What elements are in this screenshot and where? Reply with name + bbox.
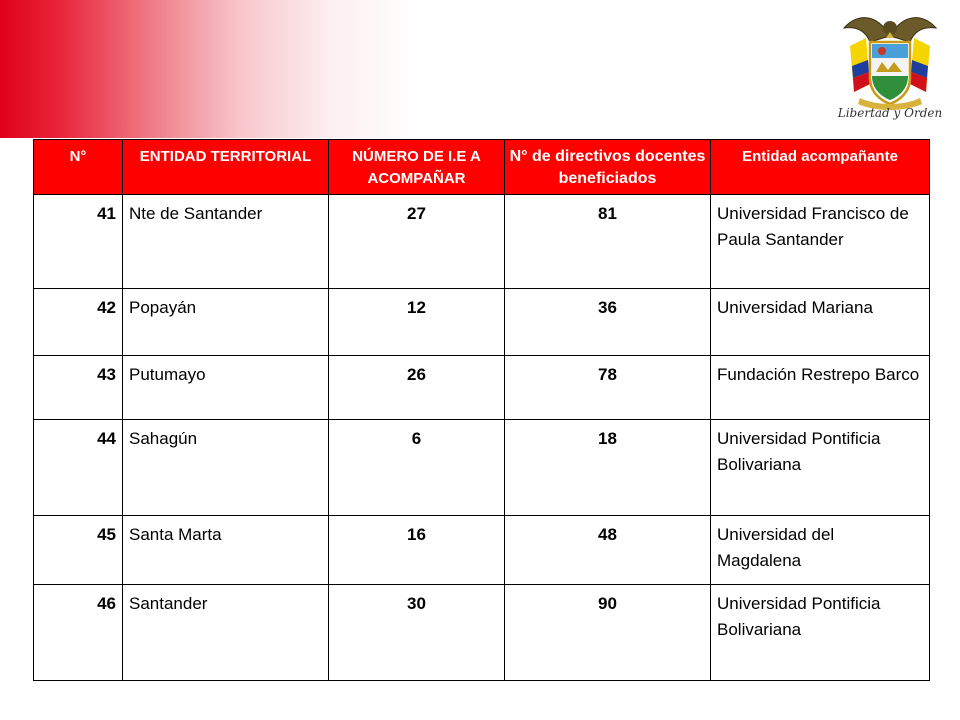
row-directivos: 81 xyxy=(505,195,711,289)
row-acompanante: Universidad Pontificia Bolivariana xyxy=(711,420,930,516)
row-directivos: 48 xyxy=(505,516,711,585)
header-directivos: N° de directivos docentes beneficiados xyxy=(505,140,711,195)
header-banner xyxy=(0,0,960,138)
row-entidad: Santa Marta xyxy=(123,516,329,585)
table-header-row xyxy=(34,140,930,195)
row-number: 45 xyxy=(34,516,123,585)
row-ie-count: 6 xyxy=(329,420,505,516)
table-row xyxy=(34,289,930,356)
row-number: 46 xyxy=(34,585,123,681)
row-ie-count: 12 xyxy=(329,289,505,356)
table-row xyxy=(34,356,930,420)
row-directivos: 18 xyxy=(505,420,711,516)
row-directivos: 78 xyxy=(505,356,711,420)
row-ie-count: 30 xyxy=(329,585,505,681)
table-row xyxy=(34,420,930,516)
table-row xyxy=(34,516,930,585)
row-acompanante: Universidad Pontificia Bolivariana xyxy=(711,585,930,681)
row-acompanante: Universidad Francisco de Paula Santander xyxy=(711,195,930,289)
row-entidad: Santander xyxy=(123,585,329,681)
header-entidad: ENTIDAD TERRITORIAL xyxy=(123,140,329,195)
row-ie-count: 16 xyxy=(329,516,505,585)
row-acompanante: Fundación Restrepo Barco xyxy=(711,356,930,420)
row-number: 44 xyxy=(34,420,123,516)
row-directivos: 36 xyxy=(505,289,711,356)
header-no: N° xyxy=(34,140,123,195)
header-numero: NÚMERO DE I.E A ACOMPAÑAR xyxy=(329,140,505,195)
row-number: 41 xyxy=(34,195,123,289)
row-number: 43 xyxy=(34,356,123,420)
row-acompanante: Universidad del Magdalena xyxy=(711,516,930,585)
table-row xyxy=(34,195,930,289)
table-row xyxy=(34,585,930,681)
row-entidad: Putumayo xyxy=(123,356,329,420)
row-acompanante: Universidad Mariana xyxy=(711,289,930,356)
row-ie-count: 27 xyxy=(329,195,505,289)
row-entidad: Sahagún xyxy=(123,420,329,516)
row-entidad: Popayán xyxy=(123,289,329,356)
row-number: 42 xyxy=(34,289,123,356)
entities-table xyxy=(33,139,930,681)
row-entidad: Nte de Santander xyxy=(123,195,329,289)
header-acompanante: Entidad acompañante xyxy=(711,140,930,195)
row-directivos: 90 xyxy=(505,585,711,681)
motto-text: Libertad y Orden xyxy=(837,106,943,120)
row-ie-count: 26 xyxy=(329,356,505,420)
